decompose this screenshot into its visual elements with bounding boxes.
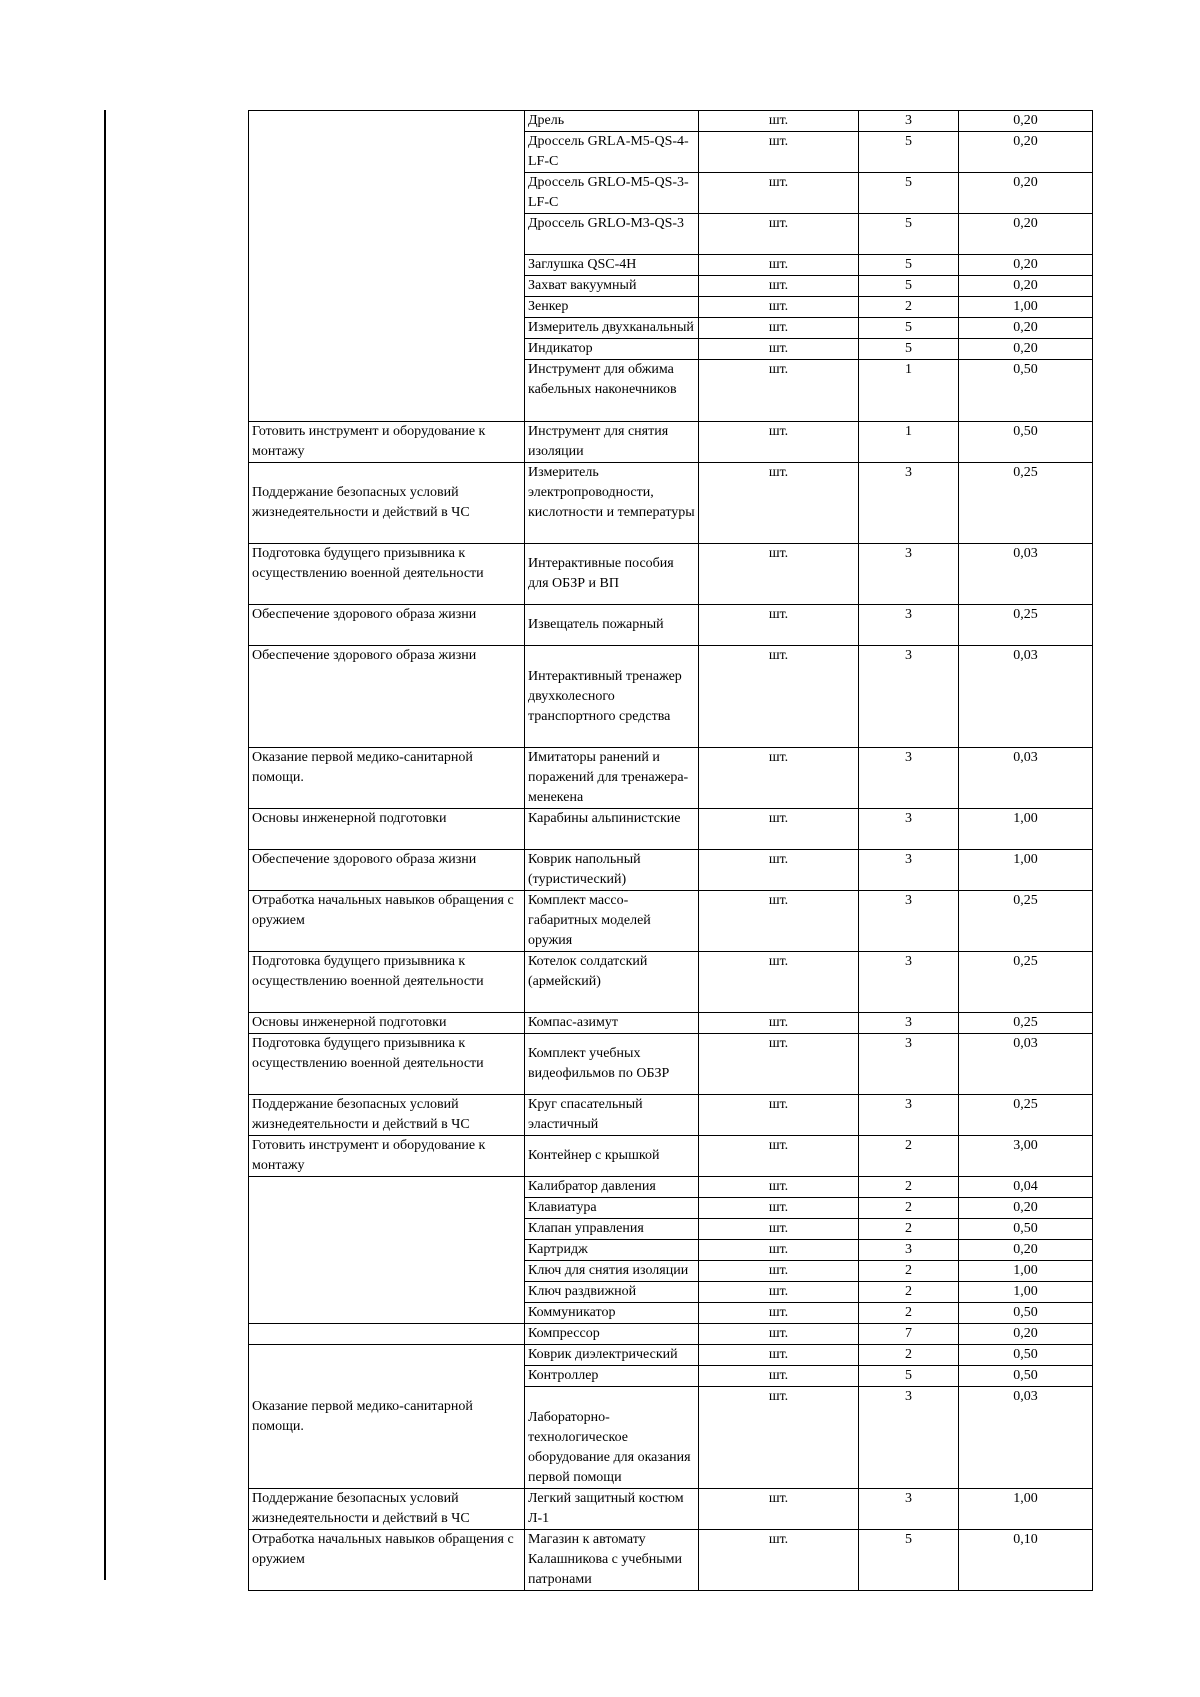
item-unit: шт. bbox=[699, 1013, 859, 1034]
item-qty: 3 bbox=[859, 463, 959, 544]
item-unit: шт. bbox=[699, 1095, 859, 1136]
item-qty: 3 bbox=[859, 891, 959, 952]
item-coef: 0,03 bbox=[959, 748, 1093, 809]
table-row bbox=[249, 1489, 1093, 1530]
item-qty: 1 bbox=[859, 422, 959, 463]
item-name: Интерактивные пособия для ОБЗР и ВП bbox=[525, 544, 699, 605]
item-unit: шт. bbox=[699, 850, 859, 891]
item-name: Клапан управления bbox=[525, 1219, 699, 1240]
item-coef: 0,25 bbox=[959, 1013, 1093, 1034]
item-coef: 0,20 bbox=[959, 1324, 1093, 1345]
item-unit: шт. bbox=[699, 544, 859, 605]
table-row bbox=[249, 850, 1093, 891]
item-name: Компас-азимут bbox=[525, 1013, 699, 1034]
item-coef: 0,03 bbox=[959, 646, 1093, 748]
item-name: Лабораторно-технологическое оборудование для оказания первой помощи bbox=[525, 1387, 699, 1489]
item-name: Ключ раздвижной bbox=[525, 1282, 699, 1303]
item-qty: 3 bbox=[859, 1013, 959, 1034]
item-coef: 0,25 bbox=[959, 891, 1093, 952]
item-name: Калибратор давления bbox=[525, 1177, 699, 1198]
item-name: Контроллер bbox=[525, 1366, 699, 1387]
item-coef: 1,00 bbox=[959, 850, 1093, 891]
item-coef: 0,20 bbox=[959, 339, 1093, 360]
item-unit: шт. bbox=[699, 1345, 859, 1366]
activity-cell: Обеспечение здорового образа жизни bbox=[249, 850, 525, 891]
item-coef: 3,00 bbox=[959, 1136, 1093, 1177]
item-coef: 0,20 bbox=[959, 1240, 1093, 1261]
item-coef: 0,50 bbox=[959, 1219, 1093, 1240]
item-unit: шт. bbox=[699, 952, 859, 1013]
item-qty: 3 bbox=[859, 646, 959, 748]
item-unit: шт. bbox=[699, 132, 859, 173]
item-unit: шт. bbox=[699, 1219, 859, 1240]
activity-cell: Поддержание безопасных условий жизнедеятельности и действий в ЧС bbox=[249, 463, 525, 544]
item-coef: 1,00 bbox=[959, 1282, 1093, 1303]
item-qty: 7 bbox=[859, 1324, 959, 1345]
item-name: Инструмент для обжима кабельных наконечников bbox=[525, 360, 699, 422]
item-unit: шт. bbox=[699, 463, 859, 544]
item-name: Измеритель двухканальный bbox=[525, 318, 699, 339]
table-row bbox=[249, 1136, 1093, 1177]
activity-cell: Обеспечение здорового образа жизни bbox=[249, 646, 525, 748]
item-coef: 0,04 bbox=[959, 1177, 1093, 1198]
table-row bbox=[249, 748, 1093, 809]
item-unit: шт. bbox=[699, 1198, 859, 1219]
item-qty: 3 bbox=[859, 111, 959, 132]
item-unit: шт. bbox=[699, 422, 859, 463]
item-coef: 0,50 bbox=[959, 1366, 1093, 1387]
item-qty: 2 bbox=[859, 1198, 959, 1219]
left-margin-line bbox=[104, 110, 106, 1580]
item-unit: шт. bbox=[699, 1261, 859, 1282]
item-name: Заглушка QSC-4H bbox=[525, 255, 699, 276]
table-row bbox=[249, 111, 1093, 132]
item-name: Индикатор bbox=[525, 339, 699, 360]
item-name: Легкий защитный костюм Л-1 bbox=[525, 1489, 699, 1530]
item-coef: 0,50 bbox=[959, 360, 1093, 422]
item-qty: 2 bbox=[859, 1345, 959, 1366]
item-name: Дроссель GRLA-M5-QS-4-LF-C bbox=[525, 132, 699, 173]
item-name: Извещатель пожарный bbox=[525, 605, 699, 646]
item-name: Клавиатура bbox=[525, 1198, 699, 1219]
item-qty: 2 bbox=[859, 1136, 959, 1177]
activity-cell: Подготовка будущего призывника к осуществлению военной деятельности bbox=[249, 952, 525, 1013]
activity-cell: Подготовка будущего призывника к осуществлению военной деятельности bbox=[249, 1034, 525, 1095]
item-qty: 5 bbox=[859, 255, 959, 276]
item-name: Дроссель GRLO-M5-QS-3-LF-C bbox=[525, 173, 699, 214]
item-unit: шт. bbox=[699, 1489, 859, 1530]
activity-cell: Готовить инструмент и оборудование к монтажу bbox=[249, 1136, 525, 1177]
item-coef: 0,25 bbox=[959, 952, 1093, 1013]
table-row bbox=[249, 1095, 1093, 1136]
item-name: Картридж bbox=[525, 1240, 699, 1261]
activity-cell bbox=[249, 1177, 525, 1324]
activity-cell: Основы инженерной подготовки bbox=[249, 809, 525, 850]
item-name: Котелок солдатский (армейский) bbox=[525, 952, 699, 1013]
item-qty: 3 bbox=[859, 1095, 959, 1136]
item-coef: 0,50 bbox=[959, 1303, 1093, 1324]
activity-cell: Готовить инструмент и оборудование к монтажу bbox=[249, 422, 525, 463]
activity-cell: Отработка начальных навыков обращения с оружием bbox=[249, 891, 525, 952]
item-qty: 5 bbox=[859, 132, 959, 173]
item-qty: 3 bbox=[859, 544, 959, 605]
item-name: Дрель bbox=[525, 111, 699, 132]
item-coef: 0,20 bbox=[959, 1198, 1093, 1219]
item-unit: шт. bbox=[699, 214, 859, 255]
item-qty: 5 bbox=[859, 276, 959, 297]
table-row bbox=[249, 1034, 1093, 1095]
item-coef: 1,00 bbox=[959, 1489, 1093, 1530]
item-unit: шт. bbox=[699, 297, 859, 318]
table-row bbox=[249, 605, 1093, 646]
item-unit: шт. bbox=[699, 339, 859, 360]
activity-cell: Отработка начальных навыков обращения с оружием bbox=[249, 1530, 525, 1591]
item-coef: 0,20 bbox=[959, 214, 1093, 255]
item-qty: 3 bbox=[859, 605, 959, 646]
item-coef: 0,20 bbox=[959, 132, 1093, 173]
item-coef: 0,25 bbox=[959, 1095, 1093, 1136]
activity-cell: Подготовка будущего призывника к осуществлению военной деятельности bbox=[249, 544, 525, 605]
item-name: Захват вакуумный bbox=[525, 276, 699, 297]
item-coef: 0,20 bbox=[959, 173, 1093, 214]
item-coef: 0,25 bbox=[959, 463, 1093, 544]
item-qty: 2 bbox=[859, 1261, 959, 1282]
item-name: Круг спасательный эластичный bbox=[525, 1095, 699, 1136]
item-name: Коврик диэлектрический bbox=[525, 1345, 699, 1366]
table-row bbox=[249, 1530, 1093, 1591]
item-qty: 3 bbox=[859, 1387, 959, 1489]
item-coef: 0,20 bbox=[959, 255, 1093, 276]
item-unit: шт. bbox=[699, 809, 859, 850]
item-unit: шт. bbox=[699, 646, 859, 748]
item-name: Измеритель электропроводности, кислотности и температуры bbox=[525, 463, 699, 544]
item-name: Интерактивный тренажер двухколесного транспортного средства bbox=[525, 646, 699, 748]
item-qty: 3 bbox=[859, 1240, 959, 1261]
item-unit: шт. bbox=[699, 360, 859, 422]
item-coef: 0,03 bbox=[959, 1387, 1093, 1489]
table-row bbox=[249, 646, 1093, 748]
item-coef: 0,03 bbox=[959, 544, 1093, 605]
equipment-table bbox=[248, 110, 1093, 1591]
item-name: Компрессор bbox=[525, 1324, 699, 1345]
table-row bbox=[249, 1345, 1093, 1366]
item-unit: шт. bbox=[699, 1324, 859, 1345]
activity-cell bbox=[249, 111, 525, 422]
table-row bbox=[249, 952, 1093, 1013]
item-coef: 0,03 bbox=[959, 1034, 1093, 1095]
item-qty: 2 bbox=[859, 1219, 959, 1240]
item-unit: шт. bbox=[699, 276, 859, 297]
item-qty: 2 bbox=[859, 1177, 959, 1198]
item-qty: 2 bbox=[859, 1282, 959, 1303]
item-unit: шт. bbox=[699, 1530, 859, 1591]
item-coef: 1,00 bbox=[959, 1261, 1093, 1282]
table-row bbox=[249, 891, 1093, 952]
item-qty: 3 bbox=[859, 1489, 959, 1530]
item-qty: 3 bbox=[859, 748, 959, 809]
item-coef: 0,50 bbox=[959, 1345, 1093, 1366]
item-qty: 5 bbox=[859, 1530, 959, 1591]
item-unit: шт. bbox=[699, 1303, 859, 1324]
item-name: Комплект учебных видеофильмов по ОБЗР bbox=[525, 1034, 699, 1095]
table-row bbox=[249, 1013, 1093, 1034]
item-unit: шт. bbox=[699, 748, 859, 809]
item-unit: шт. bbox=[699, 255, 859, 276]
item-coef: 0,20 bbox=[959, 111, 1093, 132]
item-unit: шт. bbox=[699, 891, 859, 952]
item-qty: 5 bbox=[859, 1366, 959, 1387]
item-qty: 3 bbox=[859, 952, 959, 1013]
item-name: Инструмент для снятия изоляции bbox=[525, 422, 699, 463]
item-unit: шт. bbox=[699, 318, 859, 339]
item-unit: шт. bbox=[699, 1282, 859, 1303]
item-unit: шт. bbox=[699, 1387, 859, 1489]
activity-cell: Поддержание безопасных условий жизнедеятельности и действий в ЧС bbox=[249, 1489, 525, 1530]
item-coef: 0,25 bbox=[959, 605, 1093, 646]
item-qty: 2 bbox=[859, 1303, 959, 1324]
item-qty: 3 bbox=[859, 809, 959, 850]
activity-cell bbox=[249, 1324, 525, 1345]
activity-cell: Оказание первой медико-санитарной помощи. bbox=[249, 748, 525, 809]
activity-cell: Поддержание безопасных условий жизнедеятельности и действий в ЧС bbox=[249, 1095, 525, 1136]
table-row bbox=[249, 422, 1093, 463]
item-name: Дроссель GRLO-M3-QS-3 bbox=[525, 214, 699, 255]
item-name: Имитаторы ранений и поражений для тренажера-менекена bbox=[525, 748, 699, 809]
item-unit: шт. bbox=[699, 1366, 859, 1387]
item-unit: шт. bbox=[699, 1136, 859, 1177]
item-qty: 5 bbox=[859, 214, 959, 255]
item-unit: шт. bbox=[699, 1177, 859, 1198]
item-name: Магазин к автомату Калашникова с учебными патронами bbox=[525, 1530, 699, 1591]
item-name: Коммуникатор bbox=[525, 1303, 699, 1324]
activity-cell: Оказание первой медико-санитарной помощи. bbox=[249, 1345, 525, 1489]
item-qty: 5 bbox=[859, 318, 959, 339]
table-row bbox=[249, 544, 1093, 605]
item-unit: шт. bbox=[699, 173, 859, 214]
activity-cell: Основы инженерной подготовки bbox=[249, 1013, 525, 1034]
item-name: Ключ для снятия изоляции bbox=[525, 1261, 699, 1282]
item-unit: шт. bbox=[699, 1034, 859, 1095]
item-coef: 1,00 bbox=[959, 809, 1093, 850]
table-row bbox=[249, 463, 1093, 544]
item-name: Зенкер bbox=[525, 297, 699, 318]
item-unit: шт. bbox=[699, 111, 859, 132]
item-coef: 0,20 bbox=[959, 318, 1093, 339]
item-coef: 0,50 bbox=[959, 422, 1093, 463]
table-row bbox=[249, 1324, 1093, 1345]
activity-cell: Обеспечение здорового образа жизни bbox=[249, 605, 525, 646]
item-qty: 5 bbox=[859, 173, 959, 214]
item-qty: 3 bbox=[859, 850, 959, 891]
item-name: Коврик напольный (туристический) bbox=[525, 850, 699, 891]
item-qty: 1 bbox=[859, 360, 959, 422]
item-unit: шт. bbox=[699, 1240, 859, 1261]
item-name: Контейнер с крышкой bbox=[525, 1136, 699, 1177]
table-row bbox=[249, 809, 1093, 850]
item-name: Карабины альпинистские bbox=[525, 809, 699, 850]
item-coef: 0,10 bbox=[959, 1530, 1093, 1591]
table-row bbox=[249, 1177, 1093, 1198]
item-name: Комплект массо-габаритных моделей оружия bbox=[525, 891, 699, 952]
item-qty: 3 bbox=[859, 1034, 959, 1095]
item-unit: шт. bbox=[699, 605, 859, 646]
item-coef: 1,00 bbox=[959, 297, 1093, 318]
item-qty: 5 bbox=[859, 339, 959, 360]
item-coef: 0,20 bbox=[959, 276, 1093, 297]
item-qty: 2 bbox=[859, 297, 959, 318]
